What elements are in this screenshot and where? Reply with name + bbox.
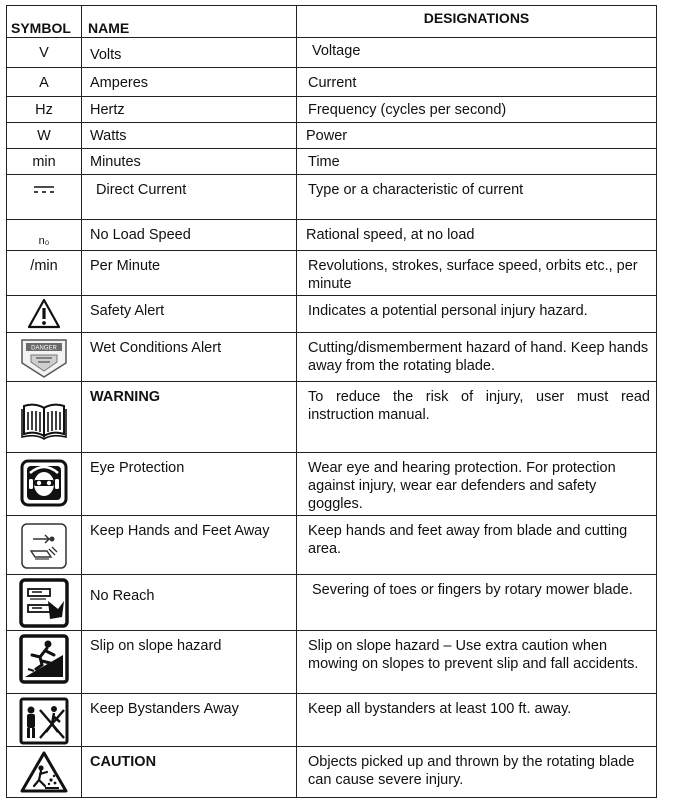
table-row (7, 251, 657, 296)
table-row (7, 38, 657, 68)
table-row (7, 747, 657, 798)
name-cell: Hertz (82, 97, 297, 123)
slip-on-slope-icon (18, 633, 70, 685)
header-symbol: SYMBOL (7, 6, 82, 38)
no-reach-icon (18, 577, 70, 629)
safety-alert-triangle-icon (27, 298, 61, 330)
designation-cell: Revolutions, strokes, surface speed, orbits etc., per minute (297, 251, 657, 296)
designation-cell: Keep hands and feet away from blade and cutting area. (297, 516, 657, 575)
designation-cell: Rational speed, at no load (297, 220, 657, 251)
designation-cell: Keep all bystanders at least 100 ft. away. (297, 694, 657, 747)
name-cell: WARNING (82, 382, 297, 453)
symbol-text: V (39, 45, 49, 61)
name-cell: No Reach (82, 575, 297, 631)
table-row (7, 694, 657, 747)
designation-cell: Slip on slope hazard – Use extra caution when mowing on slopes to prevent slip and fall accidents. (297, 631, 657, 694)
symbol-text: min (32, 154, 56, 170)
designation-cell: Type or a characteristic of current (297, 175, 657, 220)
designation-cell: Voltage (297, 38, 657, 68)
designation-cell: Objects picked up and thrown by the rotating blade can cause severe injury. (297, 747, 657, 798)
name-cell: Per Minute (82, 251, 297, 296)
name-cell: Keep Hands and Feet Away (82, 516, 297, 575)
thrown-objects-caution-icon (19, 750, 69, 794)
symbols-table-container (6, 5, 656, 798)
designation-cell: Severing of toes or fingers by rotary mower blade. (297, 575, 657, 631)
header-name: NAME (82, 6, 297, 38)
name-cell: Amperes (82, 68, 297, 97)
instruction-manual-icon (20, 400, 68, 440)
table-row (7, 97, 657, 123)
name-cell: Wet Conditions Alert (82, 333, 297, 382)
keep-hands-feet-away-icon (19, 521, 69, 571)
header-row (7, 6, 657, 38)
symbol-text: W (37, 128, 51, 144)
table-row (7, 220, 657, 251)
designation-cell: Frequency (cycles per second) (297, 97, 657, 123)
table-row (7, 453, 657, 516)
eye-protection-icon (20, 459, 68, 507)
name-cell: Watts (82, 123, 297, 149)
designation-cell: Current (297, 68, 657, 97)
name-cell: Volts (82, 38, 297, 68)
designation-cell: Wear eye and hearing protection. For protection against injury, wear ear defenders and safety goggles. (297, 453, 657, 516)
table-row (7, 68, 657, 97)
designation-cell: To reduce the risk of injury, user must read instruction manual. (297, 382, 657, 453)
symbol-text: Hz (35, 102, 53, 118)
table-row (7, 123, 657, 149)
table-row (7, 175, 657, 220)
direct-current-icon (33, 185, 55, 195)
name-cell: Direct Current (82, 175, 297, 220)
table-row (7, 575, 657, 631)
symbol-text: /min (30, 258, 58, 274)
table-row (7, 631, 657, 694)
symbols-table (6, 5, 657, 798)
table-row (7, 149, 657, 175)
designation-cell: Time (297, 149, 657, 175)
table-row (7, 296, 657, 333)
keep-bystanders-away-icon (18, 696, 70, 746)
designation-cell: Cutting/dismemberment hazard of hand. Keep hands away from the rotating blade. (297, 333, 657, 382)
header-designations: DESIGNATIONS (297, 6, 657, 38)
name-cell: Safety Alert (82, 296, 297, 333)
symbol-text: n₀ (38, 235, 50, 247)
table-row (7, 382, 657, 453)
name-cell: No Load Speed (82, 220, 297, 251)
danger-label-text: DANGER (31, 345, 57, 352)
designation-cell: Power (297, 123, 657, 149)
symbol-text: A (39, 75, 49, 91)
name-cell: Minutes (82, 149, 297, 175)
name-cell: CAUTION (82, 747, 297, 798)
name-cell: Keep Bystanders Away (82, 694, 297, 747)
name-cell: Slip on slope hazard (82, 631, 297, 694)
table-row (7, 333, 657, 382)
table-row (7, 516, 657, 575)
danger-label-icon (19, 337, 69, 379)
designation-cell: Indicates a potential personal injury hazard. (297, 296, 657, 333)
name-cell: Eye Protection (82, 453, 297, 516)
